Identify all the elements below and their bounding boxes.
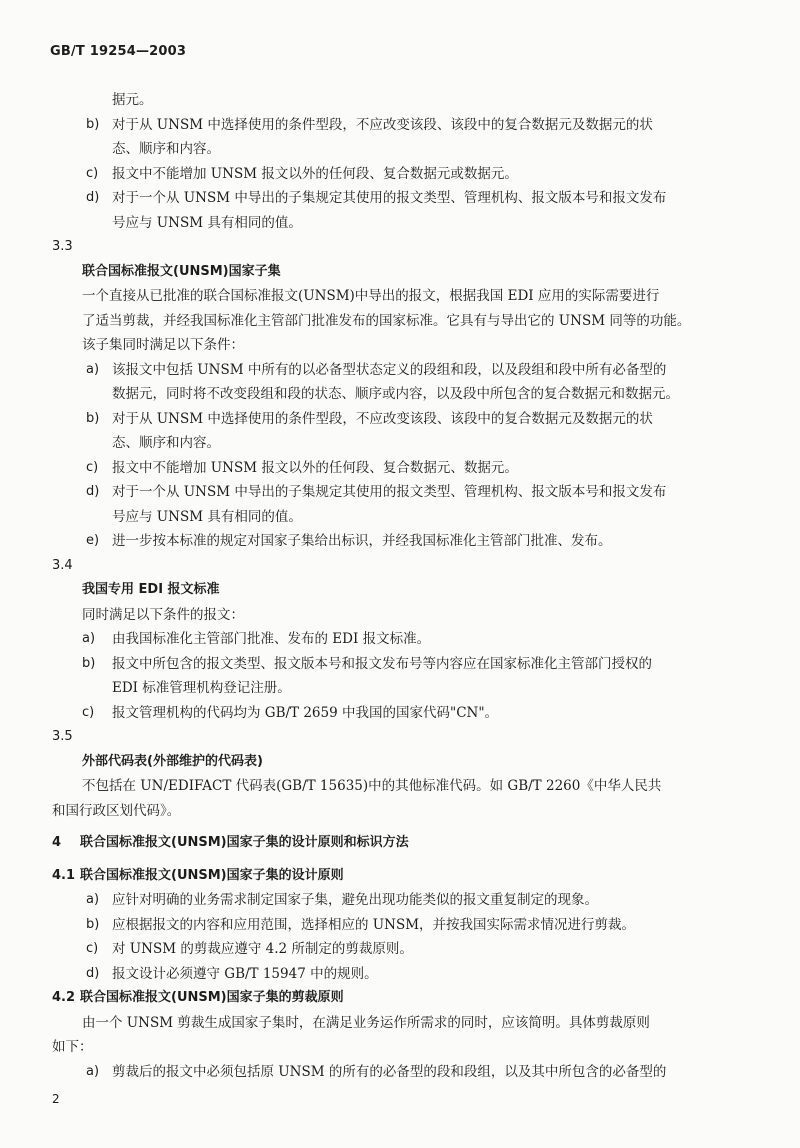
list-item: b) 应根据报文的内容和应用范围，选择相应的 UNSM，并按我国实际需求情况进行剪裁。	[86, 916, 636, 933]
list-item-continuation: 态、顺序和内容。	[112, 141, 220, 157]
list-item: d) 报文设计必须遵守 GB/T 15947 中的规则。	[86, 965, 378, 982]
list-item-continuation: 号应与 UNSM 具有相同的值。	[112, 214, 302, 231]
list-item: c) 报文中不能增加 UNSM 报文以外的任何段、复合数据元或数据元。	[86, 165, 518, 182]
list-item-continuation: 数据元，同时将不改变段组和段的状态、顺序或内容，以及段中所包含的复合数据元和数据元。	[112, 386, 679, 402]
list-item: c) 报文管理机构的代码均为 GB/T 2659 中我国的国家代码"CN"。	[82, 704, 499, 721]
page-number: 2	[52, 1092, 60, 1106]
list-item: c) 报文中不能增加 UNSM 报文以外的任何段、复合数据元、数据元。	[86, 459, 518, 476]
list-item: a) 应针对明确的业务需求制定国家子集，避免出现功能类似的报文重复制定的现象。	[86, 892, 598, 908]
section-heading: 4.2 联合国标准报文(UNSM)国家子集的剪裁原则	[52, 990, 344, 1005]
standard-number-header: GB/T 19254—2003	[50, 44, 187, 59]
list-item: a) 该报文中包括 UNSM 中所有的以必备型状态定义的段组和段，以及段组和段中所有必备型的	[86, 361, 667, 378]
list-item: c) 对 UNSM 的剪裁应遵守 4.2 所制定的剪裁原则。	[86, 941, 413, 957]
list-item-continuation: 态、顺序和内容。	[112, 435, 220, 451]
section-heading: 4.1 联合国标准报文(UNSM)国家子集的设计原则	[52, 867, 344, 883]
list-item: b) 报文中所包含的报文类型、报文版本号和报文发布号等内容应在国家标准化主管部门授权的	[82, 655, 652, 672]
list-item: d) 对于一个从 UNSM 中导出的子集规定其使用的报文类型、管理机构、报文版本号和报文发布	[86, 484, 667, 500]
paragraph-line: 同时满足以下条件的报文：	[82, 606, 244, 623]
paragraph-line: 一个直接从已批准的联合国标准报文(UNSM)中导出的报文，根据我国 EDI 应用的实际需要进行	[82, 288, 660, 304]
list-item-continuation: EDI 标准管理机构登记注册。	[112, 680, 291, 696]
paragraph-line: 了适当剪裁，并经我国标准化主管部门批准发布的国家标准。它具有与导出它的 UNSM 同等的功能。	[82, 312, 691, 329]
list-item-continuation: 号应与 UNSM 具有相同的值。	[112, 508, 302, 525]
paragraph-line: 由一个 UNSM 剪裁生成国家子集时，在满足业务运作所需求的同时，应该简明。具体剪裁原则	[82, 1014, 650, 1031]
chapter-heading: 4 联合国标准报文(UNSM)国家子集的设计原则和标识方法	[52, 835, 409, 850]
list-item: e) 进一步按本标准的规定对国家子集给出标识，并经我国标准化主管部门批准、发布。	[86, 533, 612, 549]
paragraph-line: 和国行政区划代码》。	[52, 802, 181, 819]
section-number: 3.3	[52, 239, 73, 254]
list-item: b) 对于从 UNSM 中选择使用的条件型段，不应改变该段、该段中的复合数据元及数据元的状	[86, 116, 653, 133]
section-number: 3.4	[52, 557, 73, 573]
paragraph-line: 如下：	[52, 1039, 93, 1055]
section-title: 联合国标准报文(UNSM)国家子集	[82, 263, 281, 279]
list-item: d) 对于一个从 UNSM 中导出的子集规定其使用的报文类型、管理机构、报文版本号和报文发布	[86, 190, 667, 206]
section-title: 外部代码表(外部维护的代码表)	[82, 753, 263, 769]
paragraph-line: 不包括在 UN/EDIFACT 代码表(GB/T 15635)中的其他标准代码。如 GB/T 2260《中华人民共	[82, 778, 662, 794]
list-item: a) 由我国标准化主管部门批准、发布的 EDI 报文标准。	[82, 631, 431, 647]
section-number: 3.5	[52, 729, 73, 744]
continuation-tail: 据元。	[112, 92, 153, 108]
list-item: a) 剪裁后的报文中必须包括原 UNSM 的所有的必备型的段和段组，以及其中所包含的必备型的	[86, 1063, 667, 1080]
paragraph-line: 该子集同时满足以下条件：	[82, 337, 244, 353]
document-body	[52, 88, 752, 1084]
list-item: b) 对于从 UNSM 中选择使用的条件型段，不应改变该段、该段中的复合数据元及数据元的状	[86, 410, 653, 427]
section-title: 我国专用 EDI 报文标准	[82, 582, 220, 597]
